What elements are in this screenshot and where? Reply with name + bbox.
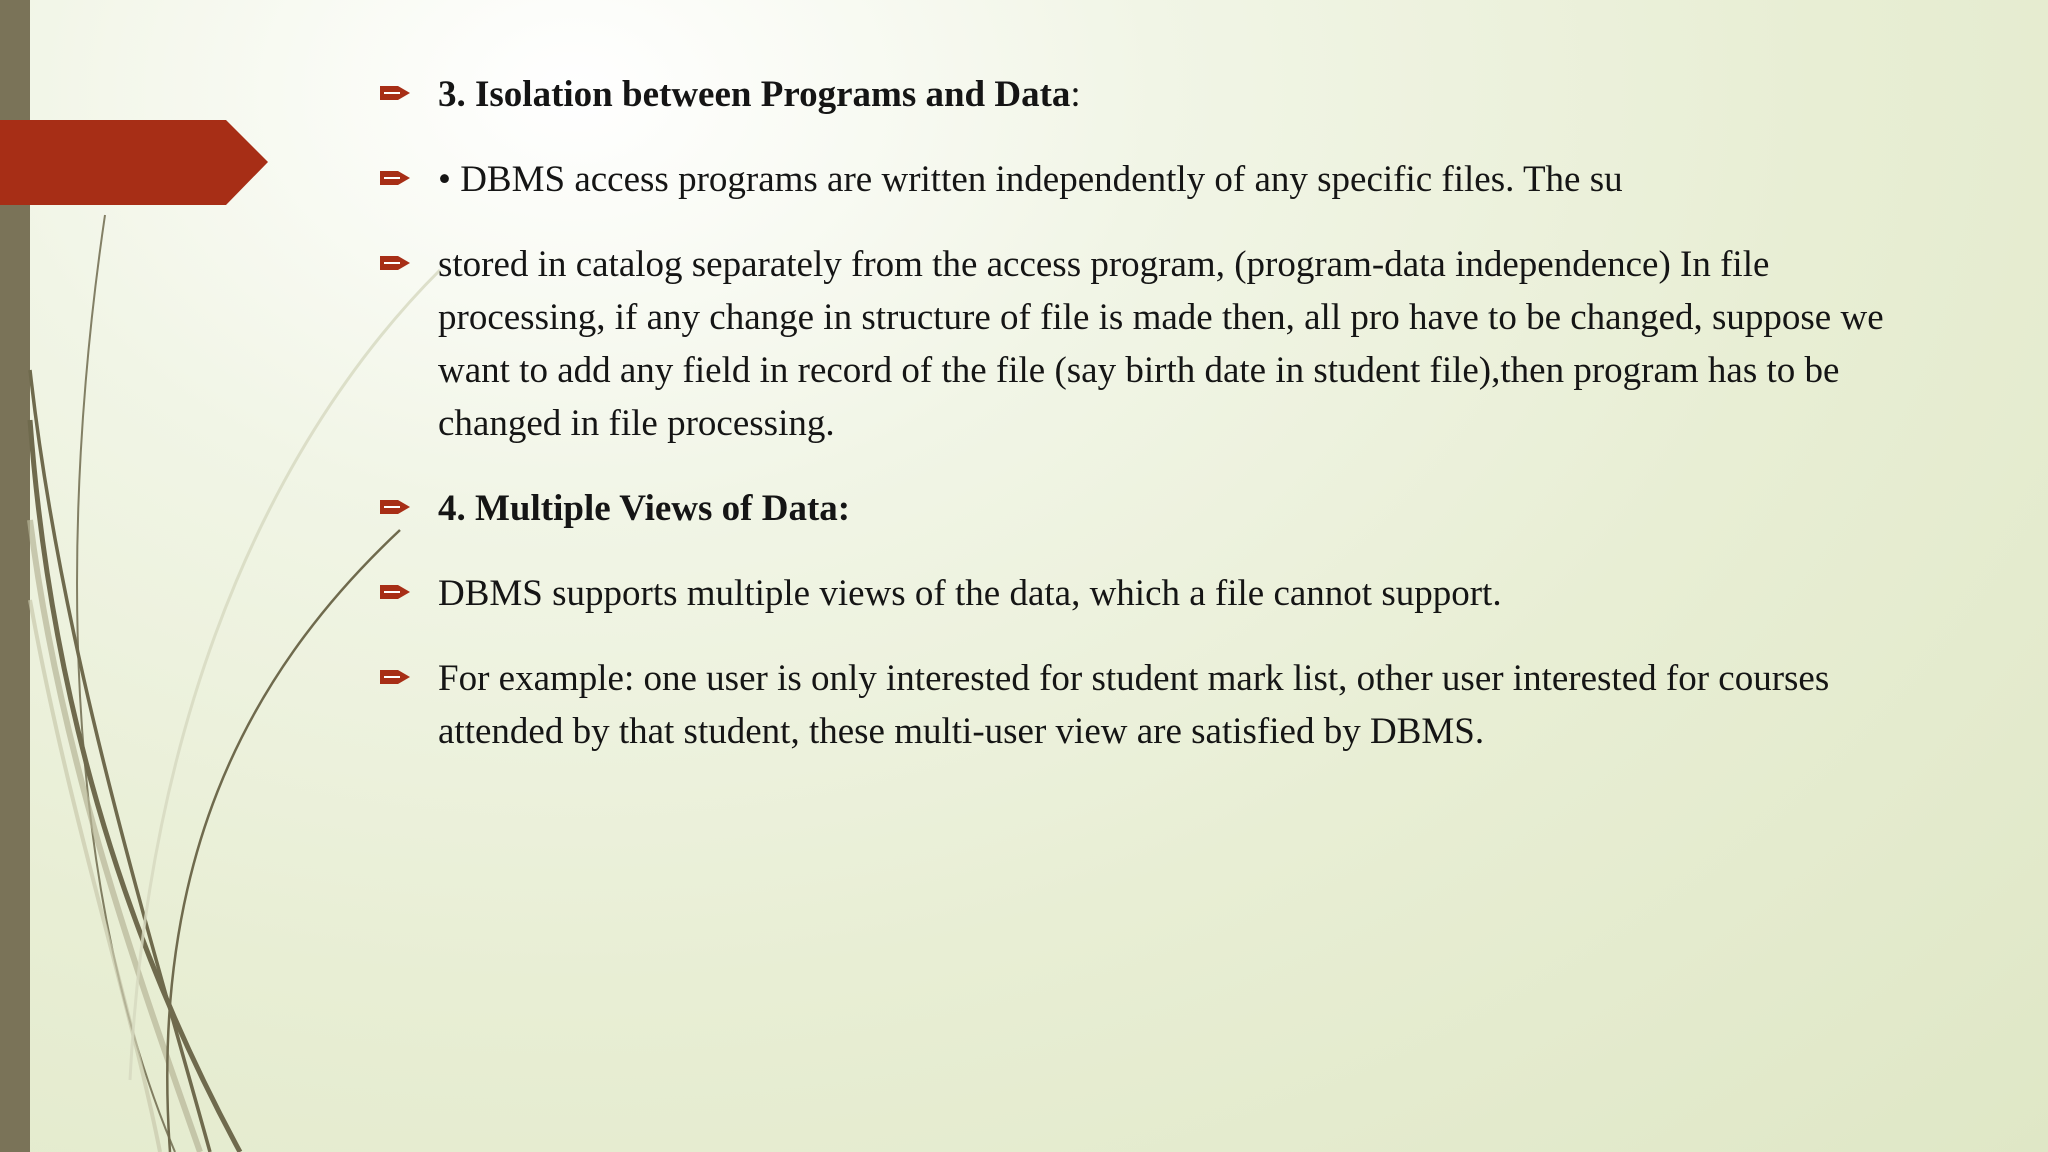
arrow-bullet-icon [380,581,410,603]
arrow-bullet-icon [380,82,410,104]
red-arrow-tag [0,120,268,205]
slide-content [380,68,1940,790]
bullet-item-4 [380,482,1940,535]
bullet-text: • DBMS access programs are written independently of any specific files. The su [438,159,1623,200]
arrow-bullet-icon [380,252,410,274]
arrow-bullet-icon [380,167,410,189]
arrow-bullet-icon [380,666,410,688]
bullet-text: DBMS supports multiple views of the data, which a file cannot support. [438,573,1502,614]
bullet-item-5 [380,567,1940,620]
bullet-text: : [1070,74,1081,115]
bullet-text: stored in catalog separately from the access program, (program-data independence) In file processing, if any change in structure of file is made then, all pro have to be changed, suppose we want to add any field in record of the file (say birth date in student file),then program has to be changed in file processing. [438,244,1884,444]
bullet-item-1 [380,68,1940,121]
bullet-item-3 [380,238,1940,450]
bullet-text-bold: 3. Isolation between Programs and Data [438,74,1071,115]
bullet-text-bold: 4. Multiple Views of Data: [438,488,851,529]
arrow-bullet-icon [380,496,410,518]
bullet-item-6 [380,652,1940,758]
bullet-item-2 [380,153,1940,206]
bullet-text: For example: one user is only interested for student mark list, other user interested for courses attended by that student, these multi-user view are satisfied by DBMS. [438,658,1830,752]
